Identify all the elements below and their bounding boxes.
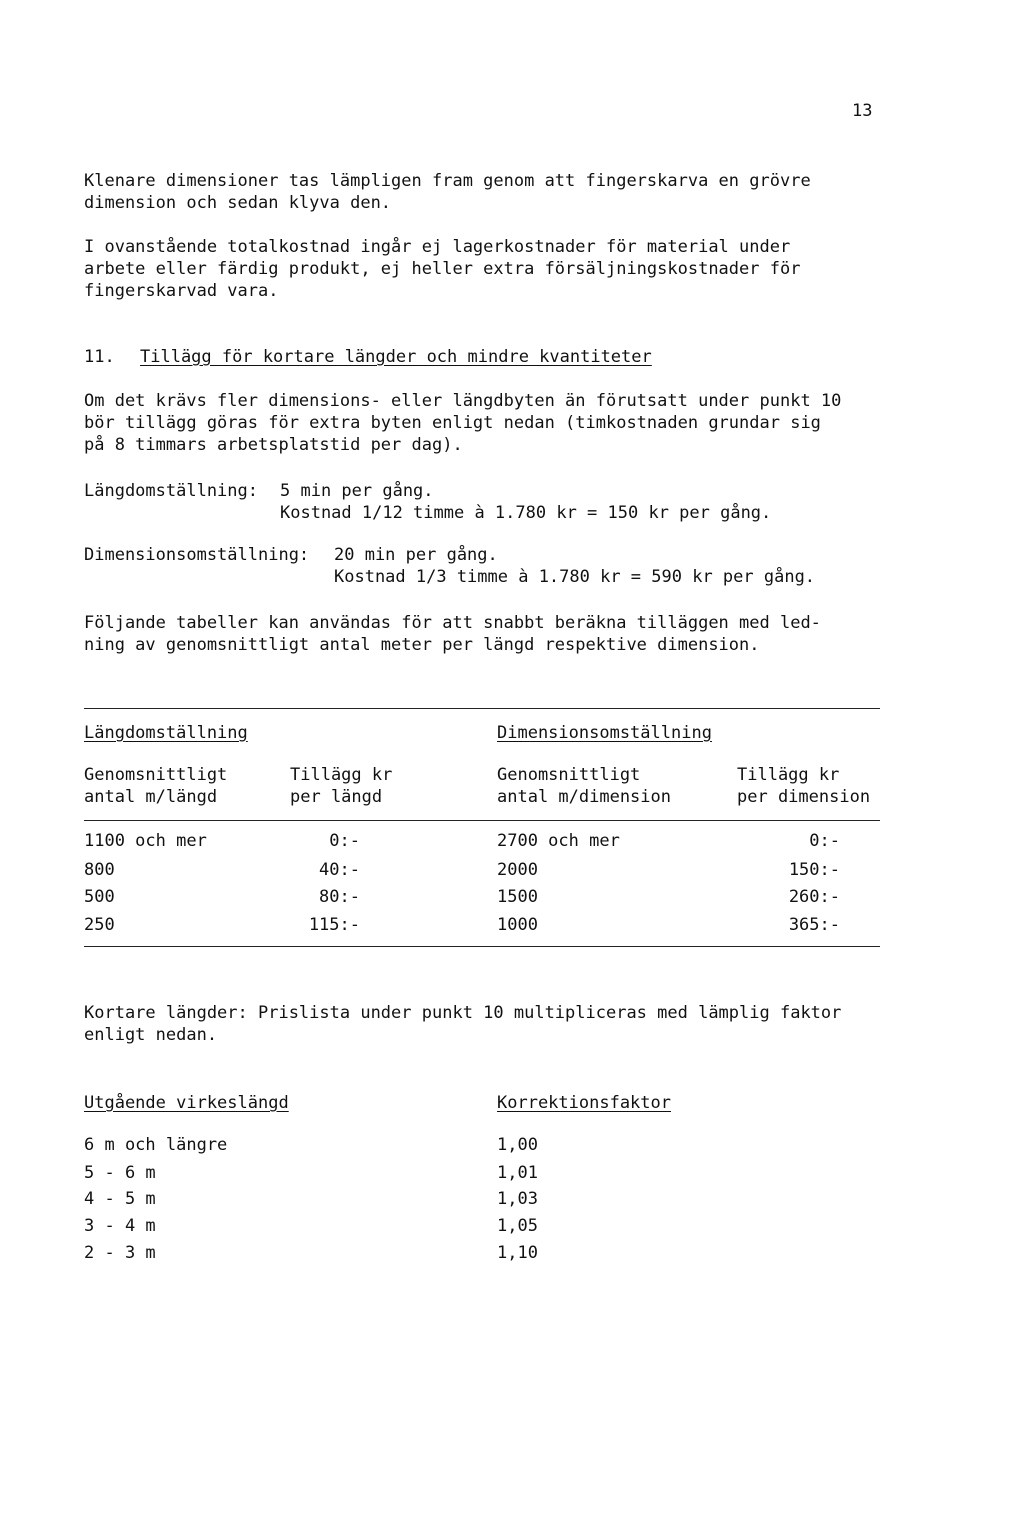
cell-avg-length: 1100 och mer [84,831,207,851]
col-header-dimension-surcharge-2: per dimension [737,787,871,807]
cell-factor: 1,10 [497,1243,538,1263]
cell-length-surcharge: 80:- [319,887,360,907]
cell-timber-length: 3 - 4 m [84,1216,156,1236]
page-number: 13 [852,101,873,121]
cell-length-surcharge: 115:- [308,915,360,935]
following-line-2: ning av genomsnittligt antal meter per längd respektive dimension. [84,635,760,655]
costs-line-3: fingerskarvad vara. [84,281,279,301]
table-bottom-rule [84,946,880,947]
length-changeover-time: 5 min per gång. [280,481,434,501]
cell-factor: 1,03 [497,1189,538,1209]
dimension-changeover-heading: Dimensionsomställning [497,723,712,743]
cell-timber-length: 5 - 6 m [84,1163,156,1183]
table-top-rule [84,708,880,709]
cell-dimension-surcharge: 0:- [809,831,840,851]
dimension-changeover-time: 20 min per gång. [334,545,498,565]
cell-length-surcharge: 40:- [319,860,360,880]
section-para-line-1: Om det krävs fler dimensions- eller längdbyten än förutsatt under punkt 10 [84,391,842,411]
cell-avg-length: 800 [84,860,115,880]
costs-line-1: I ovanstående totalkostnad ingår ej lagerkostnader för material under [84,237,791,257]
correction-factor-heading: Korrektionsfaktor [497,1093,671,1113]
cell-timber-length: 4 - 5 m [84,1189,156,1209]
col-header-avg-dimension-1: Genomsnittligt [497,765,641,785]
cell-dimension-surcharge: 150:- [788,860,840,880]
intro-line-2: dimension och sedan klyva den. [84,193,392,213]
cell-timber-length: 6 m och längre [84,1135,228,1155]
section-para-line-2: bör tillägg göras för extra byten enligt nedan (timkostnaden grundar sig [84,413,821,433]
costs-line-2: arbete eller färdig produkt, ej heller extra försäljningskostnader för [84,259,801,279]
col-header-avg-length-1: Genomsnittligt [84,765,228,785]
shorter-lengths-line-2: enligt nedan. [84,1025,218,1045]
cell-avg-dimension: 2000 [497,860,538,880]
cell-avg-dimension: 1000 [497,915,538,935]
length-changeover-label: Längdomställning: [84,481,258,501]
col-header-avg-length-2: antal m/längd [84,787,218,807]
following-line-1: Följande tabeller kan användas för att snabbt beräkna tilläggen med led- [84,613,821,633]
col-header-avg-dimension-2: antal m/dimension [497,787,671,807]
cell-length-surcharge: 0:- [329,831,360,851]
cell-avg-length: 500 [84,887,115,907]
cell-timber-length: 2 - 3 m [84,1243,156,1263]
timber-length-heading: Utgående virkeslängd [84,1093,289,1113]
shorter-lengths-line-1: Kortare längder: Prislista under punkt 10 multipliceras med lämplig faktor [84,1003,842,1023]
cell-factor: 1,00 [497,1135,538,1155]
dimension-changeover-cost: Kostnad 1/3 timme à 1.780 kr = 590 kr per gång. [334,567,816,587]
col-header-dimension-surcharge-1: Tillägg kr [737,765,840,785]
table-header-rule [84,820,880,821]
col-header-length-surcharge-1: Tillägg kr [290,765,393,785]
section-para-line-3: på 8 timmars arbetsplatstid per dag). [84,435,463,455]
cell-factor: 1,05 [497,1216,538,1236]
intro-line-1: Klenare dimensioner tas lämpligen fram genom att fingerskarva en grövre [84,171,811,191]
cell-avg-length: 250 [84,915,115,935]
cell-avg-dimension: 1500 [497,887,538,907]
col-header-length-surcharge-2: per längd [290,787,383,807]
section-title: Tillägg för kortare längder och mindre kvantiteter [140,347,652,367]
cell-avg-dimension: 2700 och mer [497,831,620,851]
cell-dimension-surcharge: 260:- [788,887,840,907]
dimension-changeover-label: Dimensionsomställning: [84,545,310,565]
cell-factor: 1,01 [497,1163,538,1183]
section-number: 11. [84,347,115,367]
length-changeover-heading: Längdomställning [84,723,248,743]
length-changeover-cost: Kostnad 1/12 timme à 1.780 kr = 150 kr per gång. [280,503,772,523]
cell-dimension-surcharge: 365:- [788,915,840,935]
